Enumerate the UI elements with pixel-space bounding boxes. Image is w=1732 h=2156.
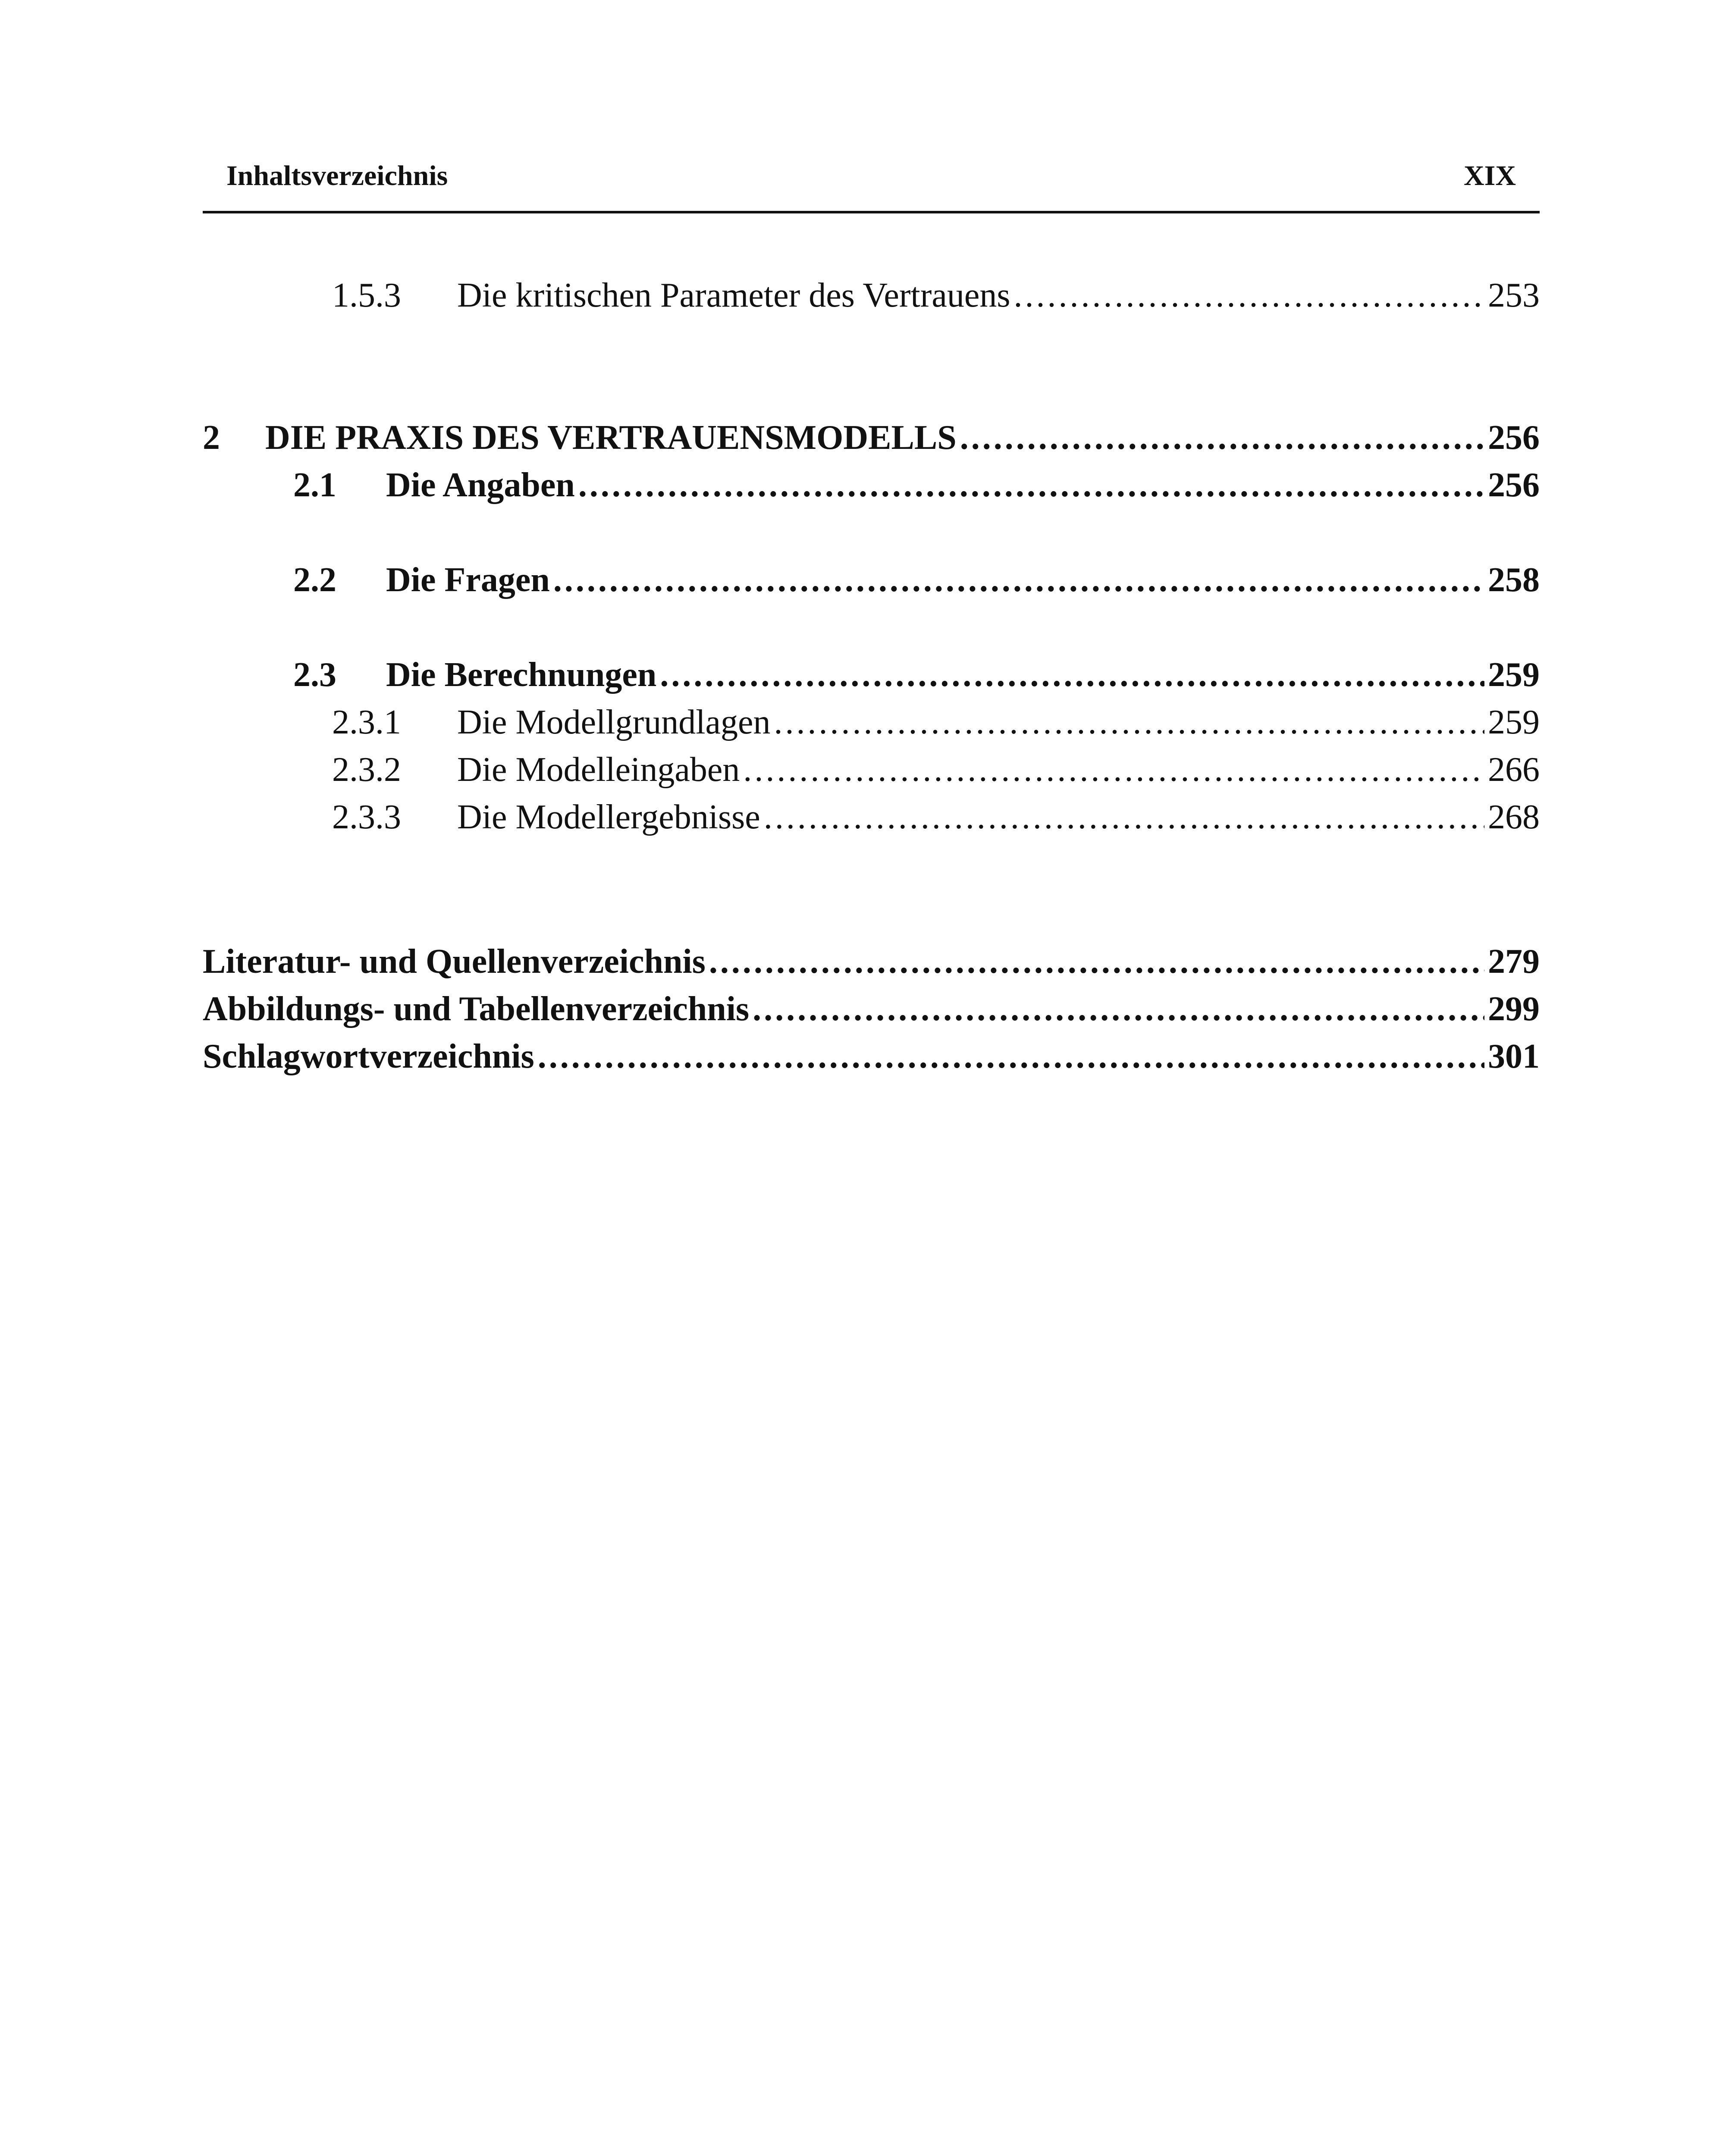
toc-dot-leader <box>578 466 1484 505</box>
toc-entry-title: Die Modellgrundlagen <box>457 703 771 741</box>
toc-entry-title: Die Modelleingaben <box>457 751 740 789</box>
toc-entry-2-3-3[interactable] <box>332 798 1540 845</box>
toc-dot-leader <box>960 418 1484 458</box>
toc-entry-2-3-2[interactable] <box>332 750 1540 798</box>
toc-dot-leader <box>538 1037 1484 1076</box>
toc-entry-number: 2 <box>203 419 220 457</box>
toc-dot-leader <box>1014 276 1485 315</box>
toc-entry-number: 2.3.2 <box>332 751 401 789</box>
toc-entry-page: 256 <box>1488 419 1540 457</box>
toc-entry-2-3-1[interactable] <box>332 703 1540 750</box>
toc-entry-title: Abbildungs- und Tabellenverzeichnis <box>203 990 750 1028</box>
toc-schlagwortverzeichnis[interactable] <box>203 1037 1540 1084</box>
toc-chapter-2[interactable] <box>203 418 1540 466</box>
toc-entry-title: Die Fragen <box>386 561 550 599</box>
toc-entry-title: Die Angaben <box>386 466 575 504</box>
toc-entry-page: 259 <box>1488 656 1540 694</box>
toc-entry-page: 253 <box>1488 276 1540 314</box>
toc-entry-page: 258 <box>1488 561 1540 599</box>
toc-entry-title: DIE PRAXIS DES VERTRAUENSMODELLS <box>265 419 957 457</box>
toc-entry-page: 259 <box>1488 703 1540 741</box>
toc-literaturverzeichnis[interactable] <box>203 942 1540 990</box>
toc-section-2-3[interactable] <box>293 655 1540 703</box>
toc-entry-page: 279 <box>1488 943 1540 981</box>
toc-dot-leader <box>709 942 1484 981</box>
toc-entry-title: Die kritischen Parameter des Vertrauens <box>457 276 1010 314</box>
toc-entry-number: 1.5.3 <box>332 276 401 314</box>
toc-dot-leader <box>764 798 1484 837</box>
toc-dot-leader <box>753 990 1484 1029</box>
toc-section-2-1[interactable] <box>293 466 1540 513</box>
toc-entry-number: 2.3.1 <box>332 703 401 741</box>
running-header-title: Inhaltsverzeichnis <box>226 160 448 191</box>
toc-entry-title: Schlagwortverzeichnis <box>203 1037 534 1075</box>
toc-entry-page: 256 <box>1488 466 1540 504</box>
toc-entry-page: 266 <box>1488 751 1540 789</box>
toc-entry-title: Literatur- und Quellenverzeichnis <box>203 943 706 981</box>
toc-dot-leader <box>743 750 1484 790</box>
running-header-page-number: XIX <box>1463 160 1516 191</box>
toc-entry-page: 299 <box>1488 990 1540 1028</box>
toc-entry-title: Die Modellergebnisse <box>457 798 760 836</box>
toc-dot-leader <box>553 561 1484 600</box>
toc-entry-page: 301 <box>1488 1037 1540 1075</box>
toc-entry-number: 2.3 <box>293 656 336 694</box>
toc-section-2-2[interactable] <box>293 561 1540 608</box>
toc-abbildungsverzeichnis[interactable] <box>203 990 1540 1037</box>
toc-dot-leader <box>774 703 1484 742</box>
toc-dot-leader <box>660 655 1484 695</box>
toc-entry-number: 2.3.3 <box>332 798 401 836</box>
toc-entry-1-5-3[interactable] <box>332 276 1540 323</box>
toc-entry-title: Die Berechnungen <box>386 656 657 694</box>
toc-entry-number: 2.1 <box>293 466 336 504</box>
toc-entry-page: 268 <box>1488 798 1540 836</box>
toc-entry-number: 2.2 <box>293 561 336 599</box>
